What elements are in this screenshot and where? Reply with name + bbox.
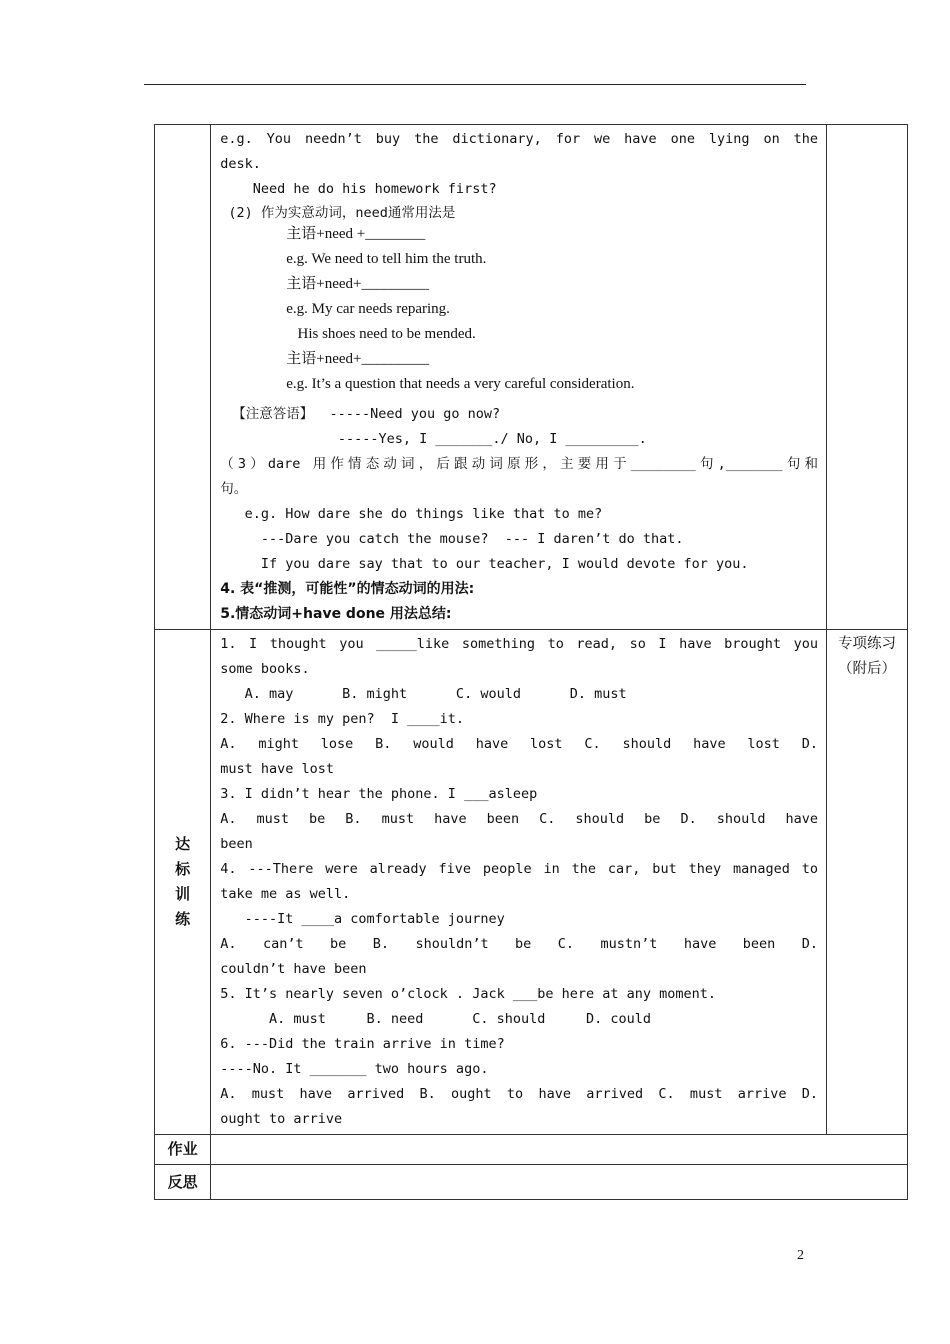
practice-label-char: 练 xyxy=(175,910,191,928)
note-line: e.g. It’s a question that needs a very careful consideration. xyxy=(286,376,635,392)
reflection-row xyxy=(155,1165,908,1200)
exercise-line: 1. I thought you _____like something to read, so I have brought you xyxy=(220,636,819,652)
note-line: Need he do his homework first? xyxy=(220,181,497,197)
note-line: ---Dare you catch the mouse? --- I daren’t do that. xyxy=(220,531,684,547)
note-line: 主语+need+_________ xyxy=(286,276,429,292)
exercise-options: A. must have arrived B. ought to have arrived C. must arrive D. xyxy=(220,1086,819,1102)
reflection-cell xyxy=(211,1165,908,1200)
exercise-options: couldn’t have been xyxy=(220,961,367,977)
exercise-line: 6. ---Did the train arrive in time? xyxy=(220,1036,505,1052)
practice-label xyxy=(155,630,211,1135)
exercise-options: A. must be B. must have been C. should be D. should have xyxy=(220,811,819,827)
exercise-options: been xyxy=(220,836,253,852)
practice-label-char: 标 xyxy=(175,860,191,878)
note-line: （3）dare 用作情态动词，后跟动词原形，主要用于________句,_______句和 xyxy=(220,456,819,472)
exercise-line: take me as well. xyxy=(220,886,351,902)
practice-row xyxy=(155,630,908,1135)
exercise-options: ought to arrive xyxy=(220,1111,343,1127)
practice-side-note xyxy=(827,630,908,1135)
note-line: 句。 xyxy=(220,481,248,497)
note-line: desk. xyxy=(220,156,261,172)
note-line: e.g. My car needs reparing. xyxy=(286,301,450,317)
note-line: e.g. You needn’t buy the dictionary, for we have one lying on the xyxy=(220,131,819,147)
note-line: e.g. How dare she do things like that to me? xyxy=(220,506,603,522)
note-line: 主语+need+_________ xyxy=(286,351,429,367)
note-heading: 5.情态动词+have done 用法总结: xyxy=(220,606,452,622)
practice-label-char: 训 xyxy=(175,885,191,903)
homework-label: 作业 xyxy=(155,1135,211,1165)
notes-label-cell xyxy=(155,125,211,630)
note-line: 主语+need +________ xyxy=(286,226,426,242)
exercise-line: 3. I didn’t hear the phone. I ___asleep xyxy=(220,786,538,802)
note-line: 【注意答语】 -----Need you go now? xyxy=(232,406,501,422)
page-number: 2 xyxy=(797,1248,804,1263)
exercise-options: A. might lose B. would have lost C. should have lost D. xyxy=(220,736,819,752)
note-line: e.g. We need to tell him the truth. xyxy=(286,251,487,267)
exercise-options: must have lost xyxy=(220,761,335,777)
reflection-label: 反思 xyxy=(155,1165,211,1200)
exercise-line: 5. It’s nearly seven o’clock . Jack ___be here at any moment. xyxy=(220,986,717,1002)
notes-content xyxy=(211,125,827,630)
exercise-options: A. must B. need C. should D. could xyxy=(220,1011,652,1027)
exercise-line: 2. Where is my pen? I ____it. xyxy=(220,711,465,727)
lesson-table xyxy=(154,124,908,1200)
homework-row xyxy=(155,1135,908,1165)
header-rule xyxy=(144,84,806,85)
exercise-options: A. may B. might C. would D. must xyxy=(220,686,627,702)
note-line: -----Yes, I _______./ No, I _________. xyxy=(232,431,647,447)
practice-content xyxy=(211,630,827,1135)
exercise-line: some books. xyxy=(220,661,310,677)
exercise-line: 4. ---There were already five people in the car, but they managed to xyxy=(220,861,819,877)
exercise-options: A. can’t be B. shouldn’t be C. mustn’t have been D. xyxy=(220,936,819,952)
side-note-line: 专项练习 xyxy=(838,636,896,652)
note-line: His shoes need to be mended. xyxy=(286,326,476,342)
exercise-line: ----No. It _______ two hours ago. xyxy=(220,1061,489,1077)
note-heading: 4. 表“推测，可能性”的情态动词的用法: xyxy=(220,581,475,597)
note-line: (2) 作为实意动词，need通常用法是 xyxy=(220,205,456,221)
exercise-line: ----It ____a comfortable journey xyxy=(220,911,505,927)
homework-cell xyxy=(211,1135,908,1165)
side-note-line: （附后） xyxy=(838,661,896,677)
notes-row xyxy=(155,125,908,630)
practice-label-char: 达 xyxy=(175,835,191,853)
notes-side-cell xyxy=(827,125,908,630)
note-line: If you dare say that to our teacher, I would devote for you. xyxy=(220,556,749,572)
